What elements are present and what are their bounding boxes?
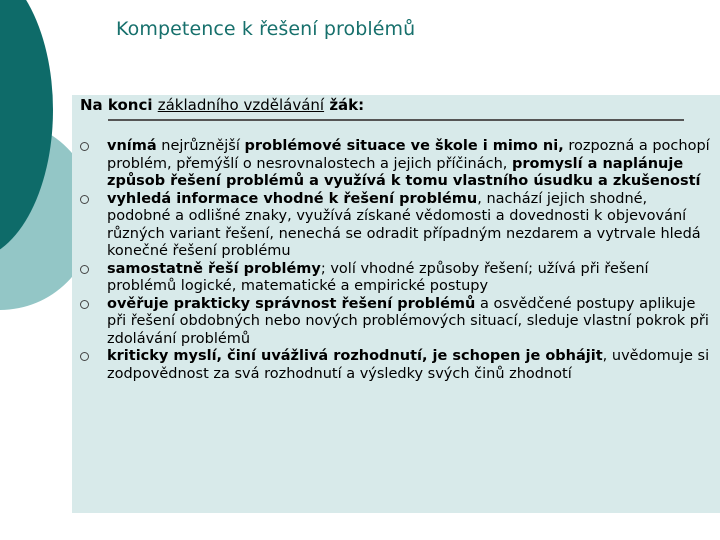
list-item [80,348,712,383]
list-item [80,296,712,349]
circle-bullet-icon [80,142,89,151]
circle-bullet-icon [80,352,89,361]
item-text-bold: vyhledá informace vhodné k řešení problému [107,190,478,207]
item-text: rozpozná a pochopí problém, přemýšlí o nesrovnalostech a jejich příčinách, [107,138,710,172]
item-text-bold: vnímá [107,138,157,154]
intro-prefix: Na konci [80,96,158,114]
slide-title: Kompetence k řešení problémů [116,18,416,40]
list-item [80,191,712,261]
item-text: a osvědčené postupy aplikuje při řešení obdobných nebo nových problémových situací, sleduje vlastní pokrok při zdolávání problémů [107,295,709,347]
item-text: ; volí vhodné způsoby řešení; užívá při řešení problémů logické, matematické a empirické postupy [107,260,649,294]
intro-heading [80,96,364,114]
circle-bullet-icon [80,265,89,274]
item-text-bold: problémové situace ve škole i mimo ni, [244,138,564,154]
list-item [80,261,712,296]
item-text-bold: ověřuje prakticky správnost řešení problémů [107,295,476,312]
intro-link[interactable]: základního vzdělávání [157,96,325,114]
list-item [80,138,712,191]
circle-bullet-icon [80,300,89,309]
item-text-bold: samostatně řeší problémy [107,260,321,277]
circle-bullet-icon [80,195,89,204]
item-text: , uvědomuje si zodpovědnost za svá rozhodnutí a výsledky svých činů zhodnotí [107,348,710,382]
intro-suffix: žák: [324,96,365,114]
heading-divider [108,119,684,121]
item-text-bold: kriticky myslí, činí uvážlivá rozhodnutí, je schopen je obhájit [107,348,603,364]
item-text: nejrůznější [156,138,245,154]
item-text: , nachází jejich shodné, podobné a odlišné znaky, využívá získané vědomosti a dovednosti k objevování různých variant řešení, nenechá se odradit případným nezdarem a vytrvale hledá konečné řešení problému [107,190,701,259]
item-text-bold: promyslí a naplánuje způsob řešení problémů a využívá k tomu vlastního úsudku a zkušeností [107,155,701,189]
competence-list [80,138,712,383]
